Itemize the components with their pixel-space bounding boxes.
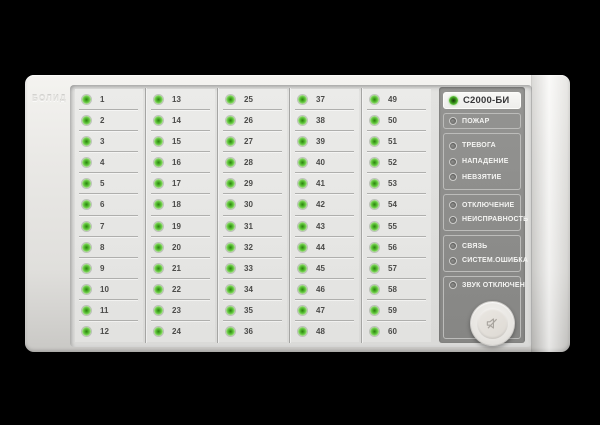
zone-led-icon (298, 158, 307, 167)
zone-indicator-row (147, 321, 215, 342)
column-divider (289, 88, 290, 343)
zone-number: 54 (388, 200, 397, 210)
zone-number: 39 (316, 137, 325, 147)
zone-led-icon (370, 179, 379, 188)
zone-number: 41 (316, 179, 325, 189)
zone-number: 13 (172, 95, 181, 105)
zone-led-icon (226, 222, 235, 231)
mute-button-cap (477, 308, 508, 339)
zone-number: 38 (316, 116, 325, 126)
zone-indicator-row (363, 216, 431, 237)
status-indicator-row (444, 158, 520, 166)
zone-number: 59 (388, 305, 397, 315)
zone-number: 21 (172, 263, 181, 273)
status-box-fault-group (443, 194, 529, 231)
status-led-icon (449, 158, 457, 166)
zone-indicator-row (75, 194, 143, 215)
zone-number: 31 (244, 221, 253, 231)
zone-led-icon (298, 264, 307, 273)
zone-number: 4 (100, 158, 105, 168)
zone-indicator-row (291, 131, 359, 152)
zone-indicator-row (219, 258, 287, 279)
zone-number: 19 (172, 221, 181, 231)
zone-indicator-row (219, 194, 287, 215)
status-label: ПОЖАР (462, 117, 490, 125)
zone-led-icon (154, 306, 163, 315)
status-led-icon (449, 257, 457, 265)
zone-indicator-row (291, 89, 359, 110)
zone-indicator-row (291, 321, 359, 342)
zone-number: 26 (244, 116, 253, 126)
zone-number: 49 (388, 95, 397, 105)
zone-led-icon (370, 285, 379, 294)
status-indicator-row (444, 201, 520, 209)
zone-led-icon (82, 306, 91, 315)
zone-led-icon (226, 116, 235, 125)
zone-number: 51 (388, 137, 397, 147)
zone-led-icon (226, 179, 235, 188)
zone-led-icon (154, 200, 163, 209)
status-indicator-row (444, 173, 520, 181)
zone-indicator-row (75, 89, 143, 110)
zone-indicator-row (75, 237, 143, 258)
zone-number: 1 (100, 95, 105, 105)
zone-led-icon (370, 243, 379, 252)
status-led-icon (449, 173, 457, 181)
column-divider (217, 88, 218, 343)
zone-indicator-row (291, 152, 359, 173)
zone-led-icon (154, 116, 163, 125)
zone-number: 44 (316, 242, 325, 252)
zone-led-icon (298, 222, 307, 231)
zone-led-icon (298, 179, 307, 188)
zone-number: 30 (244, 200, 253, 210)
zone-led-icon (370, 158, 379, 167)
zone-led-icon (298, 306, 307, 315)
zone-number: 28 (244, 158, 253, 168)
column-divider (361, 88, 362, 343)
zone-led-icon (298, 327, 307, 336)
zone-indicator-row (291, 258, 359, 279)
status-label: СВЯЗЬ (462, 242, 488, 250)
status-led-icon (449, 117, 457, 125)
zone-number: 15 (172, 137, 181, 147)
zone-number: 8 (100, 242, 105, 252)
zone-indicator-row (291, 194, 359, 215)
zone-indicator-row (291, 216, 359, 237)
column-divider (145, 88, 146, 343)
status-box-comm-group (443, 235, 529, 272)
zone-led-icon (298, 243, 307, 252)
status-indicator-row (444, 281, 526, 289)
status-label: НЕВЗЯТИЕ (462, 173, 502, 181)
zone-led-icon (226, 95, 235, 104)
zone-led-icon (226, 158, 235, 167)
zone-led-icon (370, 222, 379, 231)
zone-led-icon (226, 200, 235, 209)
zone-led-icon (226, 306, 235, 315)
zone-number: 48 (316, 326, 325, 336)
speaker-muted-icon (485, 316, 500, 331)
status-indicator-row (444, 142, 520, 150)
zone-indicator-row (75, 300, 143, 321)
zone-column-5 (363, 89, 431, 342)
zone-indicator-row (75, 321, 143, 342)
zone-indicator-row (147, 152, 215, 173)
model-badge (443, 92, 521, 109)
zone-number: 10 (100, 284, 109, 294)
zone-led-icon (154, 137, 163, 146)
zone-number: 14 (172, 116, 181, 126)
zone-indicator-row (219, 237, 287, 258)
zone-number: 47 (316, 305, 325, 315)
zone-number: 40 (316, 158, 325, 168)
status-label: СИСТЕМ.ОШИБКА (462, 257, 529, 265)
zone-led-icon (226, 264, 235, 273)
zone-indicator-row (291, 279, 359, 300)
zone-led-icon (82, 179, 91, 188)
zone-number: 18 (172, 200, 181, 210)
status-indicator-row (444, 242, 520, 250)
zone-led-icon (82, 285, 91, 294)
zone-indicator-row (75, 258, 143, 279)
power-led-icon (449, 96, 458, 105)
zone-number: 36 (244, 326, 253, 336)
zone-led-icon (370, 264, 379, 273)
zone-indicator-row (219, 152, 287, 173)
zone-indicator-row (147, 194, 215, 215)
status-label: ЗВУК ОТКЛЮЧЕН (462, 281, 526, 289)
zone-indicator-row (219, 110, 287, 131)
zone-indicator-row (147, 300, 215, 321)
front-face-recess (70, 85, 532, 347)
zone-number: 56 (388, 242, 397, 252)
zone-number: 27 (244, 137, 253, 147)
zone-number: 17 (172, 179, 181, 189)
zone-number: 5 (100, 179, 105, 189)
zone-led-icon (82, 158, 91, 167)
zone-indicator-row (75, 173, 143, 194)
zone-indicator-row (147, 237, 215, 258)
zone-indicator-row (291, 173, 359, 194)
zone-number: 50 (388, 116, 397, 126)
status-led-icon (449, 201, 457, 209)
zone-led-icon (82, 200, 91, 209)
zone-led-icon (154, 95, 163, 104)
zone-number: 43 (316, 221, 325, 231)
brand-embossed-logo: БОЛИД (32, 94, 67, 103)
status-label: НЕИСПРАВНОСТЬ (462, 216, 529, 224)
zone-indicator-row (363, 258, 431, 279)
zone-number: 37 (316, 95, 325, 105)
zone-led-icon (370, 95, 379, 104)
zone-indicator-row (363, 321, 431, 342)
zone-number: 12 (100, 326, 109, 336)
zone-indicator-row (219, 89, 287, 110)
zone-indicator-row (219, 216, 287, 237)
zone-number: 3 (100, 137, 105, 147)
zone-number: 35 (244, 305, 253, 315)
status-led-icon (449, 281, 457, 289)
zone-led-icon (154, 222, 163, 231)
zone-led-icon (370, 200, 379, 209)
zone-led-icon (298, 137, 307, 146)
zone-number: 25 (244, 95, 253, 105)
zone-led-icon (370, 116, 379, 125)
zone-number: 16 (172, 158, 181, 168)
zone-number: 52 (388, 158, 397, 168)
zone-led-icon (298, 285, 307, 294)
model-label: С2000-БИ (463, 95, 510, 106)
zone-led-icon (370, 327, 379, 336)
zone-led-icon (370, 306, 379, 315)
zone-indicator-row (147, 258, 215, 279)
zone-led-icon (82, 243, 91, 252)
zone-indicator-row (363, 300, 431, 321)
zone-led-icon (226, 137, 235, 146)
zone-led-icon (370, 137, 379, 146)
zone-number: 60 (388, 326, 397, 336)
zone-led-icon (226, 327, 235, 336)
zone-indicator-row (219, 279, 287, 300)
zone-indicator-row (219, 300, 287, 321)
zone-indicator-row (219, 321, 287, 342)
zone-number: 6 (100, 200, 105, 210)
zone-indicator-row (75, 216, 143, 237)
zone-led-icon (154, 285, 163, 294)
zone-led-icon (226, 285, 235, 294)
status-box-fire (443, 113, 521, 129)
zone-led-icon (298, 200, 307, 209)
zone-number: 9 (100, 263, 105, 273)
zone-indicator-row (219, 173, 287, 194)
mute-button[interactable] (470, 301, 515, 346)
indicator-panel-device (25, 75, 570, 352)
zone-number: 45 (316, 263, 325, 273)
zone-number: 58 (388, 284, 397, 294)
zone-led-icon (154, 264, 163, 273)
zone-indicator-row (291, 300, 359, 321)
zone-indicator-row (147, 110, 215, 131)
zone-indicator-row (291, 110, 359, 131)
zone-number: 55 (388, 221, 397, 231)
enclosure-side-bevel (531, 75, 570, 352)
zone-led-icon (154, 179, 163, 188)
zone-indicator-row (147, 131, 215, 152)
zone-number: 7 (100, 221, 105, 231)
zone-number: 23 (172, 305, 181, 315)
status-indicator-row (444, 117, 520, 125)
zone-indicator-row (363, 237, 431, 258)
status-label: НАПАДЕНИЕ (462, 158, 509, 165)
zone-number: 34 (244, 284, 253, 294)
zone-indicator-row (363, 89, 431, 110)
zone-indicator-row (219, 131, 287, 152)
zone-led-icon (154, 158, 163, 167)
zone-number: 33 (244, 263, 253, 273)
zone-indicator-row (75, 152, 143, 173)
zone-indicator-row (75, 279, 143, 300)
zone-led-icon (226, 243, 235, 252)
status-led-icon (449, 242, 457, 250)
zone-number: 42 (316, 200, 325, 210)
zone-column-1 (75, 89, 143, 342)
zone-indicator-row (363, 131, 431, 152)
zone-led-icon (298, 95, 307, 104)
zone-led-icon (154, 327, 163, 336)
status-indicator-row (444, 216, 529, 224)
status-led-icon (449, 216, 457, 224)
zone-number: 20 (172, 242, 181, 252)
zone-indicator-row (75, 110, 143, 131)
zone-led-icon (82, 264, 91, 273)
zone-indicator-row (363, 279, 431, 300)
zone-led-icon (154, 243, 163, 252)
zone-indicator-row (75, 131, 143, 152)
zone-column-2 (147, 89, 215, 342)
zone-indicator-row (363, 194, 431, 215)
zone-indicator-row (363, 152, 431, 173)
zone-column-4 (291, 89, 359, 342)
status-led-icon (449, 142, 457, 150)
zone-number: 53 (388, 179, 397, 189)
zone-number: 32 (244, 242, 253, 252)
zone-number: 46 (316, 284, 325, 294)
zone-indicator-row (291, 237, 359, 258)
zone-indicator-row (147, 173, 215, 194)
zone-number: 22 (172, 284, 181, 294)
zone-led-icon (82, 95, 91, 104)
zone-led-icon (298, 116, 307, 125)
zone-indicator-row (363, 110, 431, 131)
zone-led-icon (82, 116, 91, 125)
zone-column-3 (219, 89, 287, 342)
zone-number: 57 (388, 263, 397, 273)
zone-led-icon (82, 222, 91, 231)
status-box-alarm-group (443, 133, 521, 190)
zone-indicator-row (147, 89, 215, 110)
zone-number: 2 (100, 116, 105, 126)
status-label: ОТКЛЮЧЕНИЕ (462, 201, 515, 209)
zone-led-icon (82, 327, 91, 336)
zone-led-icon (82, 137, 91, 146)
status-indicator-row (444, 257, 529, 265)
zone-indicator-row (147, 279, 215, 300)
zone-number: 29 (244, 179, 253, 189)
status-label: ТРЕВОГА (462, 142, 496, 150)
zone-indicator-row (147, 216, 215, 237)
zone-number: 11 (100, 305, 109, 315)
zone-indicator-row (363, 173, 431, 194)
zone-number: 24 (172, 326, 181, 336)
